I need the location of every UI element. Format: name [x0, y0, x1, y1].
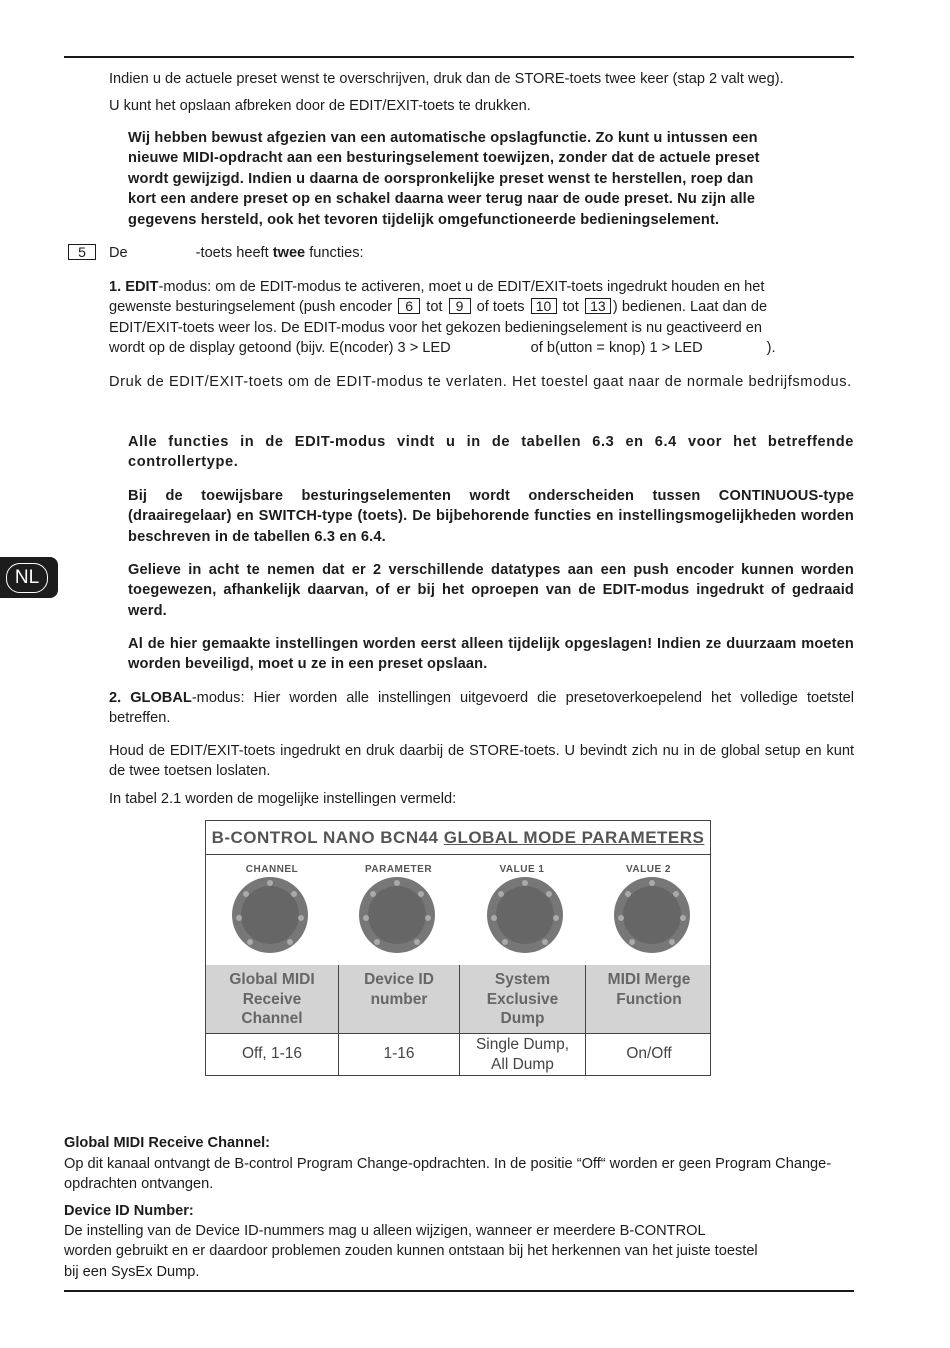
knob-label: VALUE 2 — [626, 864, 671, 875]
item-5-heading: De -toets heeft twee functies: — [109, 245, 364, 261]
value-row — [206, 1033, 710, 1075]
global-setup-paragraph: Houd de EDIT/EXIT-toets ingedrukt en druk daarbij de STORE-toets. U bevindt zich nu in de global setup en kunt de twee toetsen loslaten. — [109, 743, 854, 780]
autosave-note — [128, 128, 854, 230]
overwrite-paragraph: Indien u de actuele preset wenst te overschrijven, druk dan de STORE-toets twee keer (stap 2 valt weg). — [109, 71, 784, 87]
parameter-cell: Global MIDI Receive Channel — [229, 971, 315, 1027]
parameter-cell: Device ID number — [338, 965, 459, 1033]
top-rule — [64, 56, 854, 58]
key-reference: 6 — [398, 298, 420, 314]
knob-row — [206, 854, 710, 966]
value-2-knob-icon — [585, 854, 712, 965]
key-reference: 9 — [449, 298, 471, 314]
parameter-knob-icon — [338, 854, 459, 965]
key-reference: 10 — [531, 298, 557, 314]
knob-label: VALUE 1 — [499, 864, 545, 875]
value-cell: 1-16 — [338, 1033, 459, 1075]
edit-mode-paragraph: 1. EDIT-modus: om de EDIT-modus te activeren, moet u de EDIT/EXIT-toets ingedrukt houden en het gewenste besturingselement (push encoder 6 tot 9 of toets 10 tot 13 ) bedienen. Laat dan de EDIT/EXIT-toets weer los. De EDIT-modus voor het gekozen bedieningselement is nu geactiveerd en wordt op de display getoond (bijv. E(ncoder) 3 > LED of b(utton = knop) 1 > LED ). — [109, 279, 776, 357]
device-id-description: De instelling van de Device ID-nummers mag u alleen wijzigen, wanneer er meerdere B-CONTROL worden gebruikt en er daardoor problemen zouden kunnen ontstaan bij het herkennen van het juiste toestel bij een SysEx Dump. — [64, 1223, 758, 1280]
parameter-row — [206, 965, 710, 1034]
item-5-marker — [68, 243, 96, 263]
key-reference: 5 — [68, 244, 96, 260]
channel-knob-cell — [206, 854, 338, 965]
note-line: wordt gewijzigd. Indien u daarna de oorspronkelijke preset wenst te herstellen, roep dan — [128, 170, 754, 187]
table-reference-paragraph: In tabel 2.1 worden de mogelijke instellingen vermeld: — [109, 791, 457, 807]
device-id-heading: Device ID Number: — [64, 1203, 194, 1219]
edit-functions-note: Alle functies in de EDIT-modus vindt u in de tabellen 6.3 en 6.4 voor het betreffende controllertype. — [128, 434, 854, 471]
leave-edit-paragraph: Druk de EDIT/EXIT-toets om de EDIT-modus te verlaten. Het toestel gaat naar de normale bedrijfsmodus. — [109, 374, 852, 390]
note-line: Wij hebben bewust afgezien van een automatische opslagfunctie. Zo kunt u intussen een — [128, 130, 758, 146]
abort-paragraph: U kunt het opslaan afbreken door de EDIT/EXIT-toets te drukken. — [109, 98, 531, 114]
language-tab-label: NL — [6, 563, 48, 593]
table-title: B-CONTROL NANO BCN44 GLOBAL MODE PARAMETERS — [206, 821, 710, 855]
value-cell: Off, 1-16 — [241, 1045, 303, 1062]
parameter-cell: MIDI Merge Function — [585, 965, 712, 1033]
value-cell: Single Dump, All Dump — [459, 1033, 585, 1075]
value-cell: On/Off — [585, 1033, 712, 1075]
note-line: kort een andere preset op en schakel daarna weer terug naar de oude preset. Nu zijn alle — [128, 191, 756, 208]
control-types-note: Bij de toewijsbare besturingselementen wordt onderscheiden tussen CONTINUOUS-type (draairegelaar) en SWITCH-type (toets). De bijbehorende functies en instellingsmogelijkheden worden beschreven in de tabellen 6.3 en 6.4. — [128, 488, 854, 545]
value-2-knob-cell — [585, 854, 712, 965]
knob-label: PARAMETER — [364, 864, 433, 875]
parameter-knob-cell — [338, 854, 459, 965]
receive-channel-description: Op dit kanaal ontvangt de B-control Program Change-opdrachten. In de positie “Off“ worden er geen Program Change-opdrachten ontvangen. — [64, 1156, 832, 1193]
temporary-storage-note: Al de hier gemaakte instellingen worden eerst alleen tijdelijk opgeslagen! Indien ze duurzaam moeten worden beveiligd, moet u ze in een preset opslaan. — [128, 636, 854, 673]
language-tab — [0, 557, 58, 598]
global-mode-paragraph: 2. GLOBAL-modus: Hier worden alle instellingen uitgevoerd die presetoverkoepelend het volledige toetstel betreffen. — [109, 690, 854, 727]
value-1-knob-cell — [459, 854, 585, 965]
note-line: gegevens hersteld, ook het tevoren tijdelijk omgefunctioneerde bedieningselement. — [128, 211, 720, 228]
parameter-cell: System Exclusive Dump — [459, 965, 585, 1033]
channel-knob-icon — [206, 854, 338, 965]
key-reference: 13 — [585, 298, 611, 314]
note-line: nieuwe MIDI-opdracht aan een besturingselement toewijzen, zonder dat de actuele preset — [128, 150, 760, 167]
value-1-knob-icon — [459, 854, 585, 965]
global-mode-parameters-table — [205, 820, 711, 1076]
knob-label: CHANNEL — [245, 864, 299, 875]
bottom-rule — [64, 1290, 854, 1292]
datatypes-note: Gelieve in acht te nemen dat er 2 verschillende datatypes aan een push encoder kunnen worden toegewezen, afhankelijk daarvan, of er bij het oproepen van de EDIT-modus ingedrukt of gedraaid werd. — [128, 562, 854, 619]
receive-channel-heading: Global MIDI Receive Channel: — [64, 1135, 270, 1151]
